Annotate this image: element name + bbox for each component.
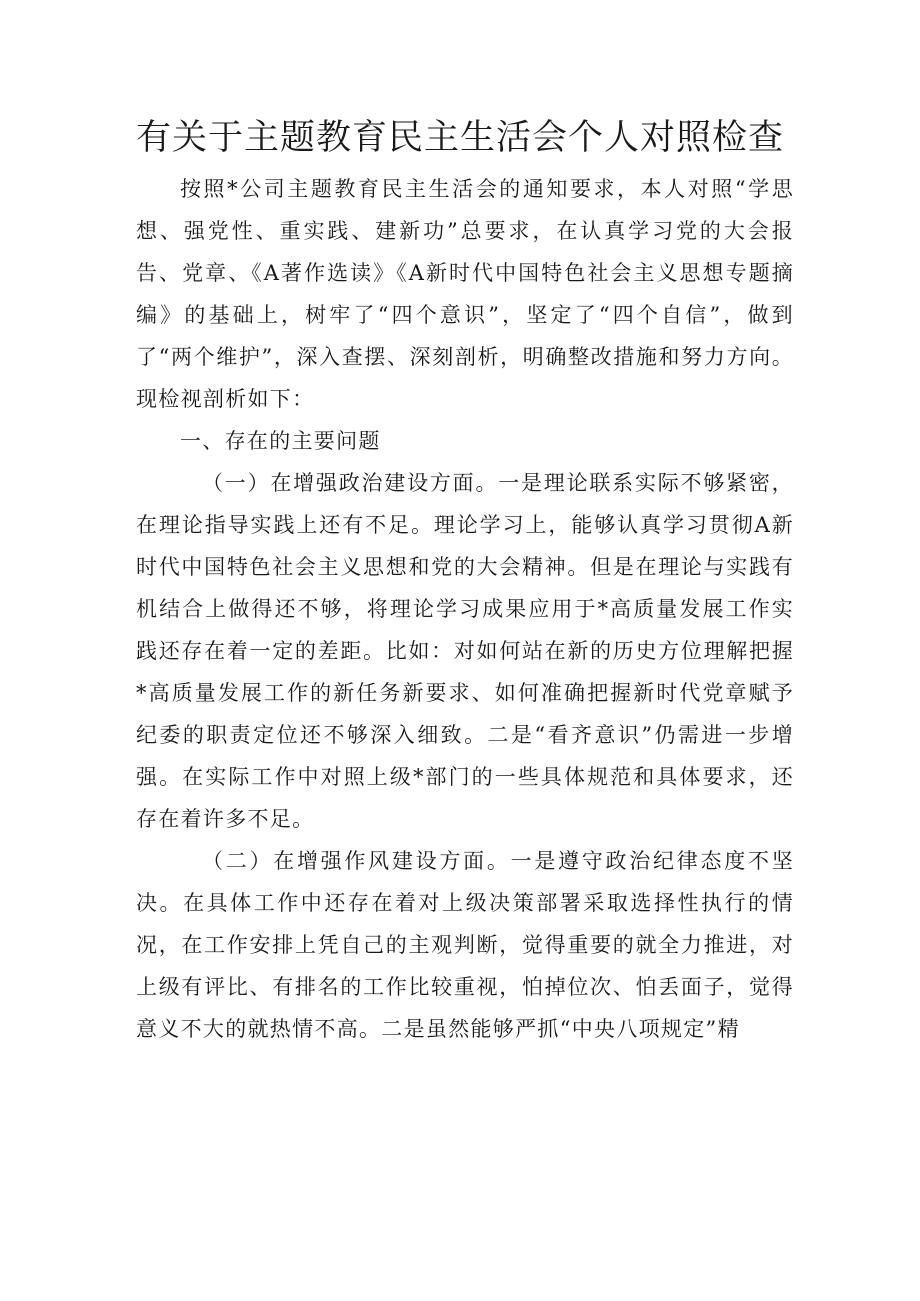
document-body	[136, 168, 794, 1050]
issue-paragraph-1: （一）在增强政治建设方面。一是理论联系实际不够紧密，在理论指导实践上还有不足。理论学习上，能够认真学习贯彻A新时代中国特色社会主义思想和党的大会精神。但是在理论与实践有机结合上做得还不够，将理论学习成果应用于*高质量发展工作实践还存在着一定的差距。比如：对如何站在新的历史方位理解把握*高质量发展工作的新任务新要求、如何准确把握新时代党章赋予纪委的职责定位还不够深入细致。二是“看齐意识”仍需进一步增强。在实际工作中对照上级*部门的一些具体规范和具体要求，还存在着许多不足。	[136, 471, 794, 831]
section-heading: 一、存在的主要问题	[180, 429, 381, 453]
document-title: 有关于主题教育民主生活会个人对照检查	[136, 118, 785, 158]
issue-paragraph-2: （二）在增强作风建设方面。一是遵守政治纪律态度不坚决。在具体工作中还存在着对上级决策部署采取选择性执行的情况，在工作安排上凭自己的主观判断，觉得重要的就全力推进，对上级有评比、有排名的工作比较重视，怕掉位次、怕丢面子，觉得意义不大的就热情不高。二是虽然能够严抓“中央八项规定”精	[136, 849, 794, 1041]
intro-paragraph: 按照*公司主题教育民主生活会的通知要求，本人对照“学思想、强党性、重实践、建新功”总要求，在认真学习党的大会报告、党章、《A著作选读》《A新时代中国特色社会主义思想专题摘编》的基础上，树牢了“四个意识”，坚定了“四个自信”，做到了“两个维护”，深入查摆、深刻剖析，明确整改措施和努力方向。现检视剖析如下：	[136, 177, 794, 411]
